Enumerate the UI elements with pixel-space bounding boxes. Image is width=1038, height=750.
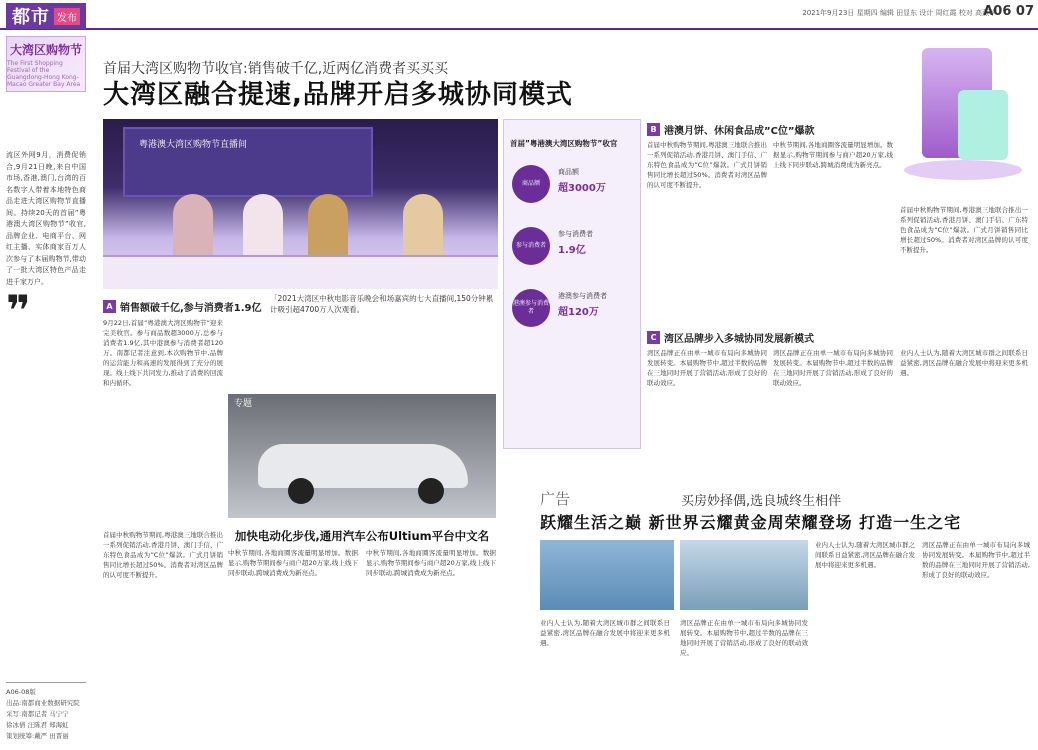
stat-circle: 港澳参与消费者 bbox=[512, 289, 550, 327]
masthead bbox=[0, 0, 1038, 30]
quote-icon: ❞ bbox=[6, 286, 31, 335]
section-a-title: 销售额破千亿,参与消费者1.9亿 bbox=[120, 303, 262, 314]
body-column: 湾区品牌正在由单一城市布局向多城协同发展转变。本届购物节中,超过半数的品牌在三地同时开展了营销活动,形成了良好的联动效应。 bbox=[647, 349, 767, 387]
stat-circle: 商品额 bbox=[512, 165, 550, 203]
section-tag: 发布 bbox=[54, 8, 80, 25]
festival-logo bbox=[6, 36, 86, 92]
body-column: 中秋节期间,各地商圈客流量明显增加。数据显示,购物节期间参与商户超20万家,线上线下同步联动,跨城消费成为新亮点。 bbox=[773, 141, 893, 169]
photo-caption: 「2021大湾区中秋电影音乐晚会和场嘉宾的七大直播间,150分钟累计吸引超4700万人次观看。 bbox=[270, 294, 494, 314]
section-c-tag: C bbox=[647, 331, 660, 344]
body-column: 首届中秋购物节期间,粤港澳三地联合推出一系列促销活动,香港月饼、澳门手信、广东特色食品成为”C位”爆款。广式月饼销售同比增长超过50%。消费者对湾区品牌的认可度不断提升。 bbox=[647, 141, 767, 189]
credit-line: 徐冰倩 汪陈君 郑海虹 bbox=[6, 721, 69, 729]
section-b-title: 港澳月饼、休闲食品成”C位”爆款 bbox=[664, 126, 815, 137]
car-wheel bbox=[418, 478, 444, 504]
intro-text: 流区外网9月，消费促销合,9月21日晚,来自中国市场,香港,澳门,台湾的百名数字人带着本地特色商品走进大湾区购物节直播间。持续20天的首届”粤港澳大湾区购物节”收官,品牌企业、电商平台、网红主播、实体商家百万人次参与了本届购物节,带动了一批大湾区特色产品走进千家万户。 bbox=[6, 151, 86, 286]
car-headline: 加快电动化步伐,通用汽车公布Ultium平台中文名 bbox=[234, 529, 490, 543]
section-b-heading bbox=[647, 122, 814, 137]
stat-label: 商品额 bbox=[558, 168, 579, 176]
body-column: 中秋节期间,各地商圈客流量明显增加。数据显示,购物节期间参与商户超20万家,线上线下同步联动,跨城消费成为新亮点。 bbox=[366, 549, 496, 577]
infographic-title: 首届”粤港澳大湾区购物节”收官 bbox=[510, 139, 618, 148]
stage-screen bbox=[123, 127, 373, 197]
festival-logo-subtitle: The First Shopping Festival of the Guangdong-Hong Kong-Macao Greater Bay Area bbox=[7, 59, 81, 88]
kicker: 首届大湾区购物节收官:销售破千亿,近两亿消费者买买买 bbox=[103, 61, 449, 77]
section-c-heading bbox=[647, 330, 814, 345]
body-column: 9月22日,首届”粤港澳大湾区购物节”迎来完美收官。参与商品数超3000万,总参与消费者1.9亿,其中港澳参与消费者超120万。南都记者注意到,本次购物节中,品牌的运营能力和高速的发展得到了充分的展现。线上线下共同发力,推动了消费的回流和内循环。 bbox=[103, 319, 223, 387]
ad-subtitle: 买房妙择偶,选良城终生相伴 bbox=[681, 494, 842, 509]
infographic-item bbox=[504, 161, 640, 217]
section-a-heading bbox=[103, 299, 262, 314]
section-logo bbox=[6, 3, 86, 29]
body-column: 首届中秋购物节期间,粤港澳三地联合推出一系列促销活动,香港月饼、澳门手信、广东特色食品成为”C位”爆款。广式月饼销售同比增长超过50%。消费者对湾区品牌的认可度不断提升。 bbox=[103, 531, 223, 579]
infographic bbox=[503, 119, 641, 449]
stat-label: 参与消费者 bbox=[558, 230, 593, 238]
livestream-photo bbox=[103, 119, 498, 289]
section-b-tag: B bbox=[647, 123, 660, 136]
body-column: 湾区品牌正在由单一城市布局向多城协同发展转变。本届购物节中,超过半数的品牌在三地同时开展了营销活动,形成了良好的联动效应。 bbox=[680, 619, 808, 657]
left-column bbox=[6, 36, 86, 746]
stat-circle: 参与消费者 bbox=[512, 227, 550, 265]
page-number: A06 07 bbox=[983, 4, 1034, 19]
body-column: 业内人士认为,随着大湾区城市群之间联系日益紧密,湾区品牌在融合发展中将迎来更多机遇。 bbox=[900, 349, 1028, 377]
credit-line: 出品:南都商业数据研究院 bbox=[6, 699, 80, 707]
stat-value: 超3000万 bbox=[558, 183, 606, 194]
feature-tag: 专题 bbox=[234, 399, 253, 409]
stage-screen-text: 粤港澳大湾区购物节直播间 bbox=[139, 140, 248, 150]
body-column: 业内人士认为,随着大湾区城市群之间联系日益紧密,湾区品牌在融合发展中将迎来更多机遇。 bbox=[815, 541, 915, 569]
section-c-title: 湾区品牌步入多城协同发展新模式 bbox=[664, 334, 814, 345]
bag-shape bbox=[958, 90, 1008, 160]
section-name: 都市 bbox=[12, 7, 50, 28]
headline: 大湾区融合提速,品牌开启多城协同模式 bbox=[103, 80, 573, 110]
credits bbox=[6, 682, 86, 742]
ad-headline: 跃耀生活之巅 新世界云耀黄金周荣耀登场 打造一生之宅 bbox=[540, 513, 962, 532]
stat-value: 超120万 bbox=[558, 307, 599, 318]
car-wheel bbox=[288, 478, 314, 504]
shopping-bag-image bbox=[900, 30, 1025, 200]
body-column: 首届中秋购物节期间,粤港澳三地联合推出一系列促销活动,香港月饼、澳门手信、广东特色食品成为”C位”爆款。广式月饼销售同比增长超过50%。消费者对湾区品牌的认可度不断提升。 bbox=[900, 206, 1028, 254]
body-column: 中秋节期间,各地商圈客流量明显增加。数据显示,购物节期间参与商户超20万家,线上线下同步联动,跨城消费成为新亮点。 bbox=[228, 549, 358, 577]
ad-photo bbox=[540, 540, 674, 610]
bag-base bbox=[904, 160, 1022, 180]
credit-line: A06-08版 bbox=[6, 688, 36, 696]
car-feature-image bbox=[228, 394, 496, 518]
stat-value: 1.9亿 bbox=[558, 245, 586, 256]
stage-desk bbox=[103, 255, 498, 289]
body-column: 业内人士认为,随着大湾区城市群之间联系日益紧密,湾区品牌在融合发展中将迎来更多机遇。 bbox=[540, 619, 670, 647]
credit-line: 采写:南都记者 马宁宁 bbox=[6, 710, 69, 718]
ad-photo bbox=[680, 540, 808, 610]
credit-line: 策划统筹:戴严 田晋丽 bbox=[6, 732, 69, 740]
ad-label: 广告 bbox=[540, 490, 571, 508]
body-column: 湾区品牌正在由单一城市布局向多城协同发展转变。本届购物节中,超过半数的品牌在三地同时开展了营销活动,形成了良好的联动效应。 bbox=[922, 541, 1030, 579]
masthead-info: 2021年9月23日 星期四 编辑 田显东 设计 周红霞 校对 高燕华 bbox=[802, 9, 996, 17]
body-column: 湾区品牌正在由单一城市布局向多城协同发展转变。本届购物节中,超过半数的品牌在三地同时开展了营销活动,形成了良好的联动效应。 bbox=[773, 349, 893, 387]
festival-logo-title: 大湾区购物节 bbox=[9, 42, 82, 57]
stat-label: 港澳参与消费者 bbox=[558, 292, 607, 300]
infographic-item bbox=[504, 285, 640, 341]
section-a-tag: A bbox=[103, 300, 116, 313]
infographic-item bbox=[504, 223, 640, 279]
